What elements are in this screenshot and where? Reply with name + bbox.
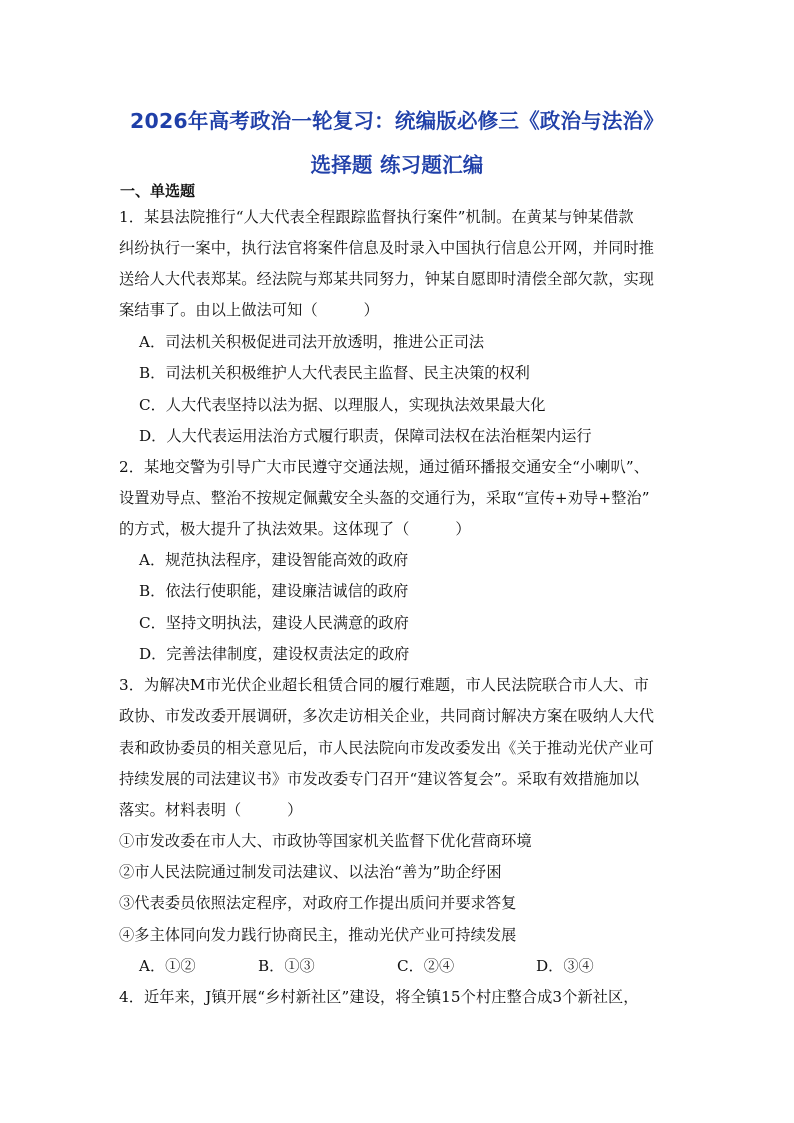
question-1-option-a: A．司法机关积极促进司法开放透明，推进公正司法 bbox=[139, 333, 485, 351]
question-3-line-1: 3．为解决M市光伏企业超长租赁合同的履行难题，市人民法院联合市人大、市 bbox=[119, 676, 649, 694]
question-2-option-d: D．完善法律制度，建设权责法定的政府 bbox=[139, 645, 410, 663]
question-3-statement-2: ②市人民法院通过制发司法建议、以法治“善为”助企纾困 bbox=[119, 863, 502, 881]
question-2-option-a: A．规范执法程序，建设智能高效的政府 bbox=[139, 551, 409, 569]
question-3-line-2: 政协、市发改委开展调研，多次走访相关企业，共同商讨解决方案在吸纳人大代 bbox=[119, 707, 655, 725]
question-3-option-b: B．①③ bbox=[258, 957, 315, 975]
question-3-line-4: 持续发展的司法建议书》市发改委专门召开“建议答复会”。采取有效措施加以 bbox=[119, 770, 640, 788]
question-1-option-c: C．人大代表坚持以法为据、以理服人，实现执法效果最大化 bbox=[139, 396, 546, 414]
question-3-statement-3: ③代表委员依照法定程序，对政府工作提出质问并要求答复 bbox=[119, 894, 517, 912]
question-3-statement-1: ①市发改委在市人大、市政协等国家机关监督下优化营商环境 bbox=[119, 832, 532, 850]
question-3-option-c: C．②④ bbox=[397, 957, 455, 975]
question-3-statement-4: ④多主体同向发力践行协商民主，推动光伏产业可持续发展 bbox=[119, 926, 517, 944]
question-2-line-3: 的方式，极大提升了执法效果。这体现了（ ） bbox=[119, 520, 471, 538]
question-1-line-2: 纠纷执行一案中，执行法官将案件信息及时录入中国执行信息公开网，并同时推 bbox=[119, 239, 655, 257]
question-3-line-3: 表和政协委员的相关意见后，市人民法院向市发改委发出《关于推动光伏产业可 bbox=[119, 739, 655, 757]
question-1-line-1: 1．某县法院推行“人大代表全程跟踪监督执行案件”机制。在黄某与钟某借款 bbox=[119, 208, 634, 226]
question-1-line-4: 案结事了。由以上做法可知（ ） bbox=[119, 301, 379, 319]
question-3-option-a: A．①② bbox=[139, 957, 196, 975]
question-1-line-3: 送给人大代表郑某。经法院与郑某共同努力，钟某自愿即时清偿全部欠款，实现 bbox=[119, 270, 655, 288]
question-2-line-1: 2．某地交警为引导广大市民遵守交通法规，通过循环播报交通安全“小喇叭”、 bbox=[119, 458, 649, 476]
question-3-line-5: 落实。材料表明（ ） bbox=[119, 801, 303, 819]
question-1-option-d: D．人大代表运用法治方式履行职责，保障司法权在法治框架内运行 bbox=[139, 427, 592, 445]
section-heading: 一、单选题 bbox=[120, 182, 196, 200]
question-1-option-b: B．司法机关积极维护人大代表民主监督、民主决策的权利 bbox=[139, 364, 530, 382]
question-2-option-b: B．依法行使职能，建设廉洁诚信的政府 bbox=[139, 582, 409, 600]
question-2-line-2: 设置劝导点、整治不按规定佩戴安全头盔的交通行为，采取“宣传+劝导+整治” bbox=[119, 489, 650, 507]
page-title: 2026年高考政治一轮复习：统编版必修三《政治与法治》 bbox=[130, 109, 664, 133]
question-3-option-d: D．③④ bbox=[536, 957, 594, 975]
page-subtitle: 选择题 练习题汇编 bbox=[310, 153, 484, 177]
question-2-option-c: C．坚持文明执法，建设人民满意的政府 bbox=[139, 614, 409, 632]
question-4-line-1: 4．近年来，J镇开展“乡村新社区”建设，将全镇15个村庄整合成3个新社区， bbox=[119, 988, 639, 1006]
